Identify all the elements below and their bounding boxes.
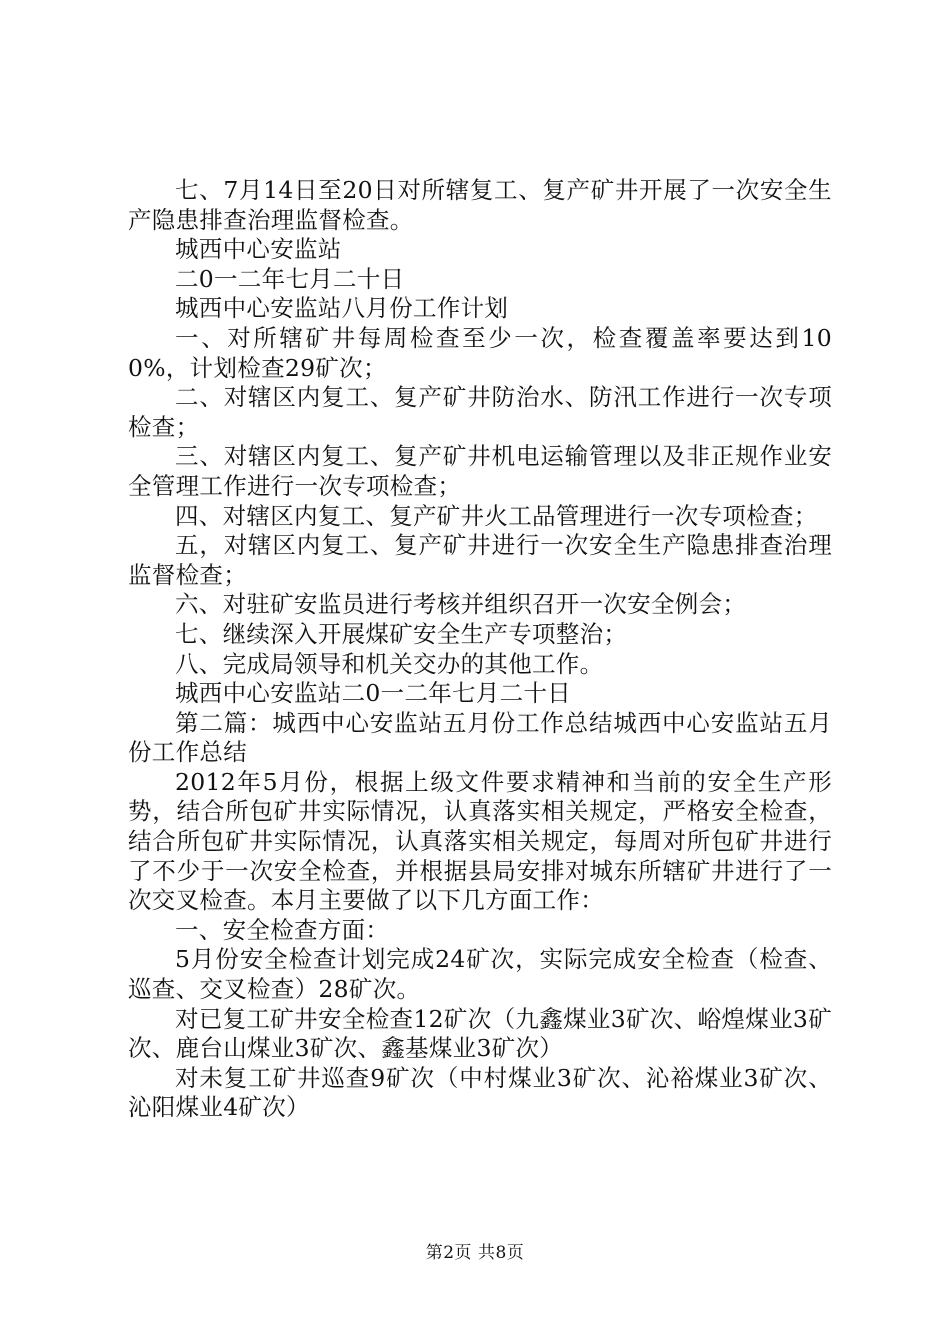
section-title: 城西中心安监站八月份工作计划	[175, 294, 509, 323]
paragraph: 对已复工矿井安全检查12矿次（九鑫煤业3矿次、峪煌煤业3矿次、鹿台山煤业3矿次、鑫基煤业3矿次）	[128, 1004, 832, 1063]
plan-item: 三、对辖区内复工、复产矿井机电运输管理以及非正规作业安全管理工作进行一次专项检查；	[128, 442, 832, 500]
paragraph: 七、7月14日至20日对所辖复工、复产矿井开展了一次安全生产隐患排查治理监督检查。	[128, 176, 832, 234]
plan-item: 四、对辖区内复工、复产矿井火工品管理进行一次专项检查；	[175, 501, 818, 530]
plan-item: 八、完成局领导和机关交办的其他工作。	[175, 649, 604, 678]
signature-date: 二0一二年七月二十日	[175, 264, 405, 293]
plan-item: 一、对所辖矿井每周检查至少一次，检查覆盖率要达到100%，计划检查29矿次；	[128, 323, 832, 382]
page-number-footer: 第2页 共8页	[425, 1243, 525, 1263]
paragraph: 5月份安全检查计划完成24矿次，实际完成安全检查（检查、巡查、交叉检查）28矿次。	[128, 945, 832, 1004]
subsection-heading: 一、安全检查方面：	[175, 915, 390, 944]
plan-item: 二、对辖区内复工、复产矿井防治水、防汛工作进行一次专项检查；	[128, 383, 832, 441]
paragraph: 对未复工矿井巡查9矿次（中村煤业3矿次、沁裕煤业3矿次、沁阳煤业4矿次）	[128, 1063, 832, 1122]
plan-item: 七、继续深入开展煤矿安全生产专项整治；	[175, 619, 628, 648]
document-body	[128, 176, 832, 1123]
chapter-title: 第二篇：城西中心安监站五月份工作总结城西中心安监站五月份工作总结	[128, 708, 832, 767]
plan-item: 五，对辖区内复工、复产矿井进行一次安全生产隐患排查治理监督检查；	[128, 531, 832, 589]
signature-line: 城西中心安监站二0一二年七月二十日	[175, 679, 572, 708]
paragraph: 2012年5月份，根据上级文件要求精神和当前的安全生产形势，结合所包矿井实际情况，认真落实相关规定，严格安全检查，结合所包矿井实际情况，认真落实相关规定，每周对所包矿井进行了不少于一次安全检查，并根据县局安排对城东所辖矿井进行了一次交叉检查。本月主要做了以下几方面工作：	[128, 767, 832, 915]
signature-org: 城西中心安监站	[175, 235, 342, 264]
plan-item: 六、对驻矿安监员进行考核并组织召开一次安全例会；	[175, 590, 747, 619]
